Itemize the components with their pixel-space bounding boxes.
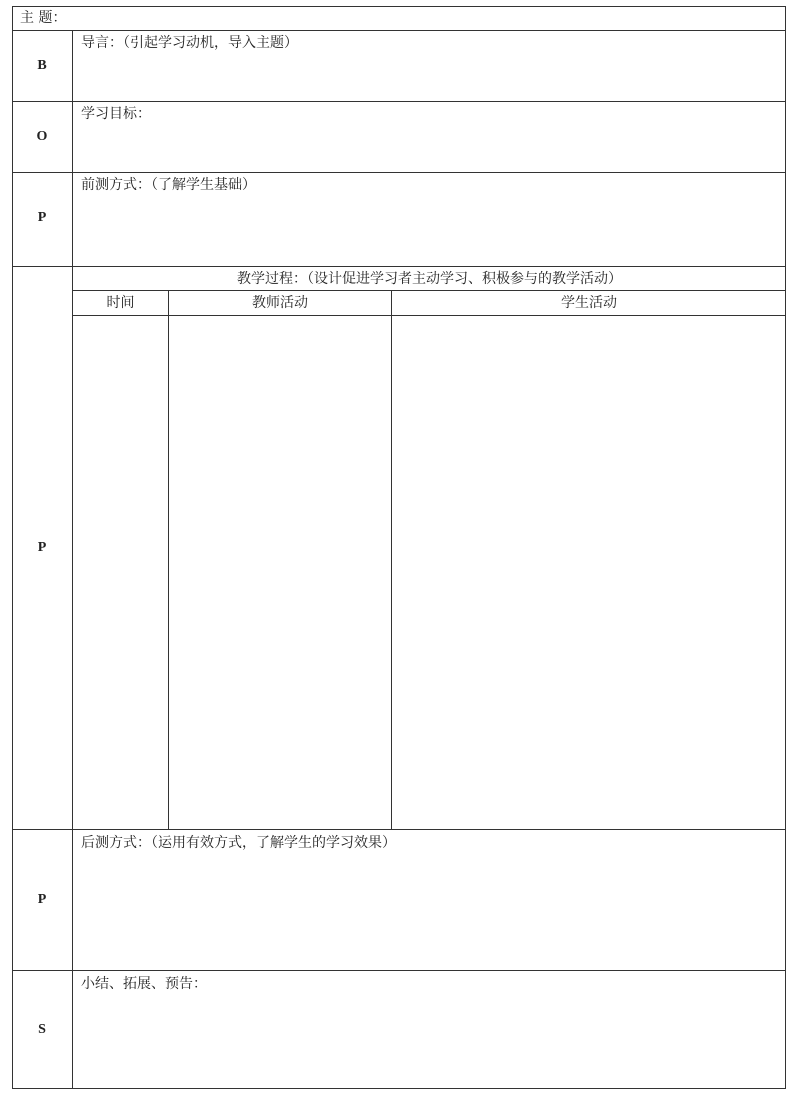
row-letter-s: S: [38, 1022, 46, 1037]
row-divider: [12, 172, 786, 173]
process-column-divider: [391, 290, 392, 829]
row-divider: [12, 829, 786, 830]
topic-label: 主 题：: [20, 10, 67, 26]
summary-label: 小结、拓展、预告：: [81, 976, 207, 992]
row-letter-p-pretest: P: [37, 210, 47, 225]
column-header-student-activity: 学生活动: [561, 295, 617, 311]
pretest-label: 前测方式：（了解学生基础）: [81, 177, 256, 193]
row-divider: [12, 30, 786, 31]
row-letter-p-posttest: P: [37, 892, 47, 907]
learning-objectives-label: 学习目标：: [81, 106, 151, 122]
row-divider: [12, 266, 786, 267]
row-letter-b: B: [37, 58, 47, 73]
row-divider: [12, 101, 786, 102]
row-letter-o: O: [36, 129, 48, 144]
teaching-process-label: 教学过程：（设计促进学习者主动学习、积极参与的教学活动）: [237, 271, 622, 287]
process-column-header-divider: [72, 315, 786, 316]
row-divider: [12, 970, 786, 971]
row-letter-p-process: P: [37, 540, 47, 555]
introduction-label: 导言：（引起学习动机，导入主题）: [81, 35, 298, 51]
column-header-time: 时间: [106, 295, 135, 311]
posttest-label: 后测方式：（运用有效方式，了解学生的学习效果）: [81, 835, 396, 851]
lesson-plan-table: [12, 6, 786, 1089]
process-header-divider: [72, 290, 786, 291]
process-column-divider: [168, 290, 169, 829]
column-header-teacher-activity: 教师活动: [252, 295, 308, 311]
letter-column-divider: [72, 30, 73, 1089]
